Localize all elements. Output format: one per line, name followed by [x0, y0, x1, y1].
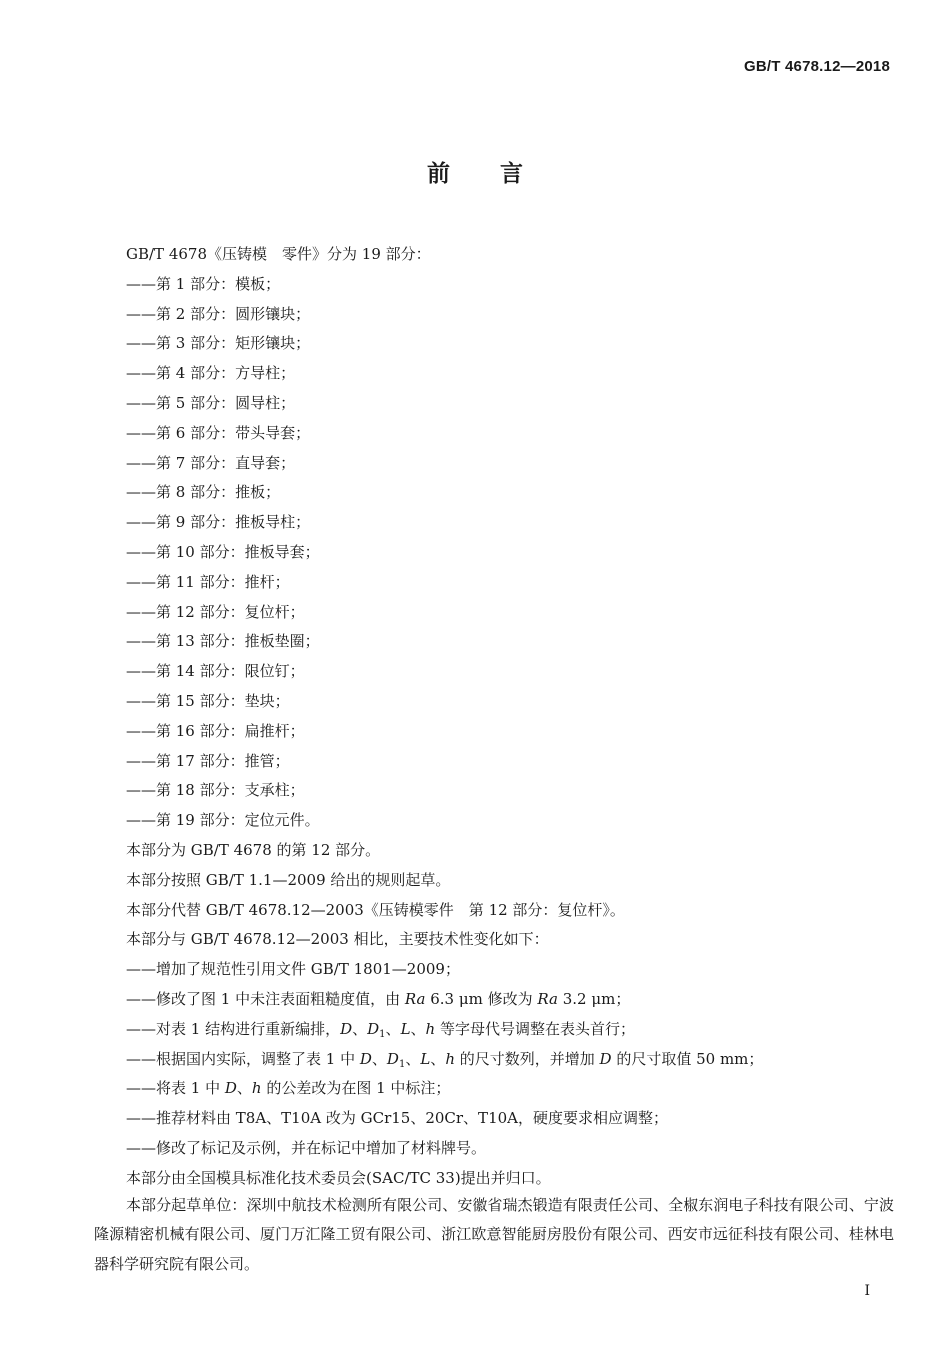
proposer-line: 本部分由全国模具标准化技术委员会(SAC/TC 33)提出并归口。 [126, 1168, 551, 1187]
change-text: ——将表 1 中 [126, 1079, 225, 1098]
symbol-d: D [224, 1079, 237, 1098]
symbol-h: h [251, 1079, 262, 1098]
change-item: ——增加了规范性引用文件 GB/T 1801—2009； [126, 960, 460, 979]
part-item: ——第 6 部分：带头导套； [126, 423, 311, 442]
part-item: ——第 10 部分：推板导套； [126, 543, 320, 561]
part-item: ——第 18 部分：支承柱； [126, 781, 305, 800]
symbol-d1: D [386, 1049, 399, 1068]
change-text: 3.2 μm； [557, 990, 631, 1008]
separator: 、 [371, 1049, 387, 1068]
part-item: ——第 5 部分：圆导柱； [126, 394, 296, 412]
page-title: 前言 [427, 161, 573, 187]
standard-number: GB/T 4678.12—2018 [744, 58, 890, 75]
statement-line: 本部分按照 GB/T 1.1—2009 给出的规则起草。 [126, 870, 451, 889]
intro-line: GB/T 4678《压铸模 零件》分为 19 部分： [126, 245, 431, 263]
part-item: ——第 4 部分：方导柱； [126, 364, 296, 383]
part-item: ——第 14 部分：限位钉； [126, 662, 305, 681]
part-item: ——第 8 部分：推板； [126, 483, 281, 502]
part-item: ——第 9 部分：推板导柱； [126, 513, 311, 532]
roughness-symbol: Ra [404, 990, 426, 1008]
symbol-l: L [420, 1049, 431, 1068]
statement-line: 本部分代替 GB/T 4678.12—2003《压铸模零件 第 12 部分：复位杆》。 [126, 900, 625, 919]
separator: 、 [352, 1019, 368, 1038]
part-item: ——第 12 部分：复位杆； [126, 602, 305, 621]
part-item: ——第 13 部分：推板垫圈； [126, 632, 320, 651]
subscript: 1 [398, 1058, 406, 1070]
part-item: ——第 2 部分：圆形镶块； [126, 304, 311, 323]
change-text: ——修改了图 1 中未注表面粗糙度值，由 [126, 990, 405, 1008]
separator: 、 [385, 1019, 401, 1038]
part-item: ——第 19 部分：定位元件。 [126, 811, 320, 830]
separator: 、 [236, 1079, 252, 1098]
symbol-d: D [340, 1019, 353, 1038]
symbol-h: h [425, 1019, 436, 1038]
roughness-symbol: Ra [537, 990, 558, 1008]
part-item: ——第 17 部分：推管； [126, 751, 290, 770]
change-text: ——根据国内实际，调整了表 1 中 [126, 1049, 360, 1068]
part-item: ——第 7 部分：直导套； [126, 453, 296, 472]
change-item [126, 988, 630, 1010]
separator: 、 [405, 1049, 421, 1068]
statement-line: 本部分为 GB/T 4678 的第 12 部分。 [126, 841, 381, 859]
change-item [126, 1048, 763, 1070]
page-number: I [864, 1283, 870, 1299]
symbol-d: D [599, 1049, 612, 1068]
change-text: 6.3 μm 修改为 [425, 990, 538, 1008]
change-text: 等字母代号调整在表头首行； [435, 1019, 635, 1038]
statement-line: 本部分与 GB/T 4678.12—2003 相比，主要技术性变化如下： [126, 930, 549, 949]
part-item: ——第 11 部分：推杆； [126, 572, 290, 591]
part-item: ——第 3 部分：矩形镶块； [126, 334, 311, 353]
symbol-h: h [445, 1049, 455, 1068]
change-item: ——修改了标记及示例，并在标记中增加了材料牌号。 [126, 1139, 487, 1157]
separator: 、 [410, 1019, 426, 1038]
subscript: 1 [379, 1028, 386, 1040]
change-text: 的尺寸数列，并增加 [454, 1049, 600, 1068]
symbol-d: D [359, 1049, 372, 1068]
separator: 、 [430, 1049, 446, 1068]
change-item [126, 1018, 635, 1040]
change-item: ——推荐材料由 T8A、T10A 改为 GCr15、20Cr、T10A，硬度要求相应调整； [126, 1109, 668, 1128]
drafters-paragraph: 本部分起草单位：深圳中航技术检测所有限公司、安徽省瑞杰锻造有限责任公司、全椒东润电子科技有限公司、宁波隆源精密机械有限公司、厦门万汇隆工贸有限公司、浙江欧意智能厨房股份有限公司、西安市远征科技有限公司、桂林电器科学研究院有限公司。 [94, 1195, 894, 1273]
change-item [126, 1077, 450, 1099]
change-text: 的尺寸取值 50 mm； [611, 1049, 764, 1068]
symbol-d1: D [367, 1019, 380, 1038]
symbol-l: L [400, 1019, 411, 1038]
part-item: ——第 1 部分：模板； [126, 274, 281, 293]
change-text: ——对表 1 结构进行重新编排， [126, 1019, 341, 1038]
change-text: 的公差改为在图 1 中标注； [261, 1079, 451, 1098]
part-item: ——第 16 部分：扁推杆； [126, 721, 305, 740]
part-item: ——第 15 部分：垫块； [126, 692, 290, 710]
